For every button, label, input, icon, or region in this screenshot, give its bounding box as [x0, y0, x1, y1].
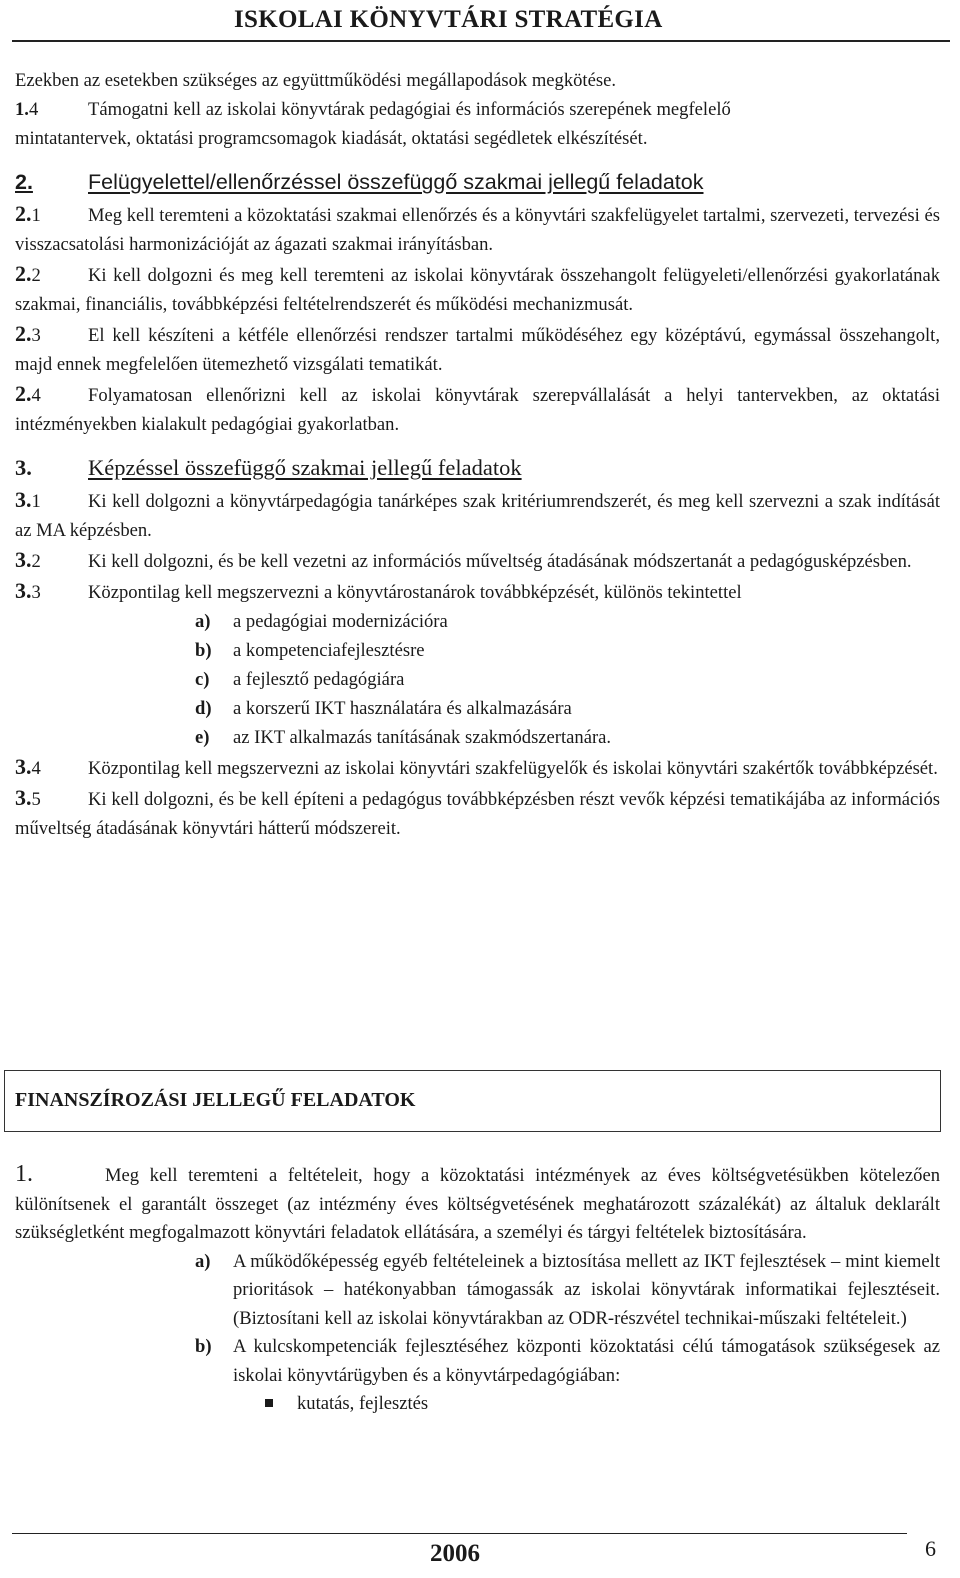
item-2-3: 2.3 El kell készíteni a kétféle ellenőrzési rendszer tartalmi működéséhez egy középtávú, egymással összehangolt, majd ennek megfelelően ütemezhető vizsgálati tematikát.	[15, 321, 940, 375]
list-item: b) a kompetenciafejlesztésre	[195, 640, 425, 661]
finance-section	[15, 1160, 940, 1419]
finance-heading-box	[4, 1070, 941, 1132]
page-header	[12, 0, 950, 42]
main-content	[15, 66, 940, 843]
item-text: Ki kell dolgozni, és be kell építeni a pedagógus továbbképzésben részt vevők képzési tematikájába az információs műveltség átadásának könyvtári hátterű módszereit.	[15, 789, 940, 839]
item-text: Támogatni kell az iskolai könyvtárak pedagógiai és információs szerepének megfelelő	[88, 99, 731, 120]
footer-divider	[12, 1533, 907, 1534]
item-3-1: 3.1 Ki kell dolgozni a könyvtárpedagógia tanárképes szak kritériumrendszerét, és meg kell szervezni a szak indítását az MA képzésben.	[15, 487, 940, 541]
item-3-4: 3.4 Központilag kell megszervezni az iskolai könyvtári szakfelügyelők és iskolai könyvtári szakértők továbbképzését.	[15, 754, 938, 779]
square-bullet-icon	[265, 1399, 273, 1407]
item-text: El kell készíteni a kétféle ellenőrzési rendszer tartalmi működéséhez egy középtávú, egymással összehangolt, majd ennek megfelelően ütemezhető vizsgálati tematikát.	[15, 325, 940, 375]
finance-heading: FINANSZÍROZÁSI JELLEGŰ FELADATOK	[15, 1089, 416, 1111]
finance-subitem-b: b) A kulcskompetenciák fejlesztéséhez központi közoktatási célú támogatások szükségesek az iskolai könyvtárügyben és a könyvtárpedagógiában:	[195, 1336, 940, 1386]
item-number: 1.	[15, 99, 29, 120]
section-number: 2.	[15, 170, 33, 194]
item-3-3: 3.3 Központilag kell megszervezni a könyvtárostanárok továbbképzését, különös tekintettel	[15, 578, 742, 603]
item-2-4: 2.4 Folyamatosan ellenőrizni kell az iskolai könyvtárak szerepvállalását a helyi tantervekben, az oktatási intézményekben kialakult pedagógiai gyakorlatban.	[15, 381, 940, 435]
item-1-4-continuation: mintatantervek, oktatási programcsomagok kiadását, oktatási segédletek elkészítését.	[15, 128, 648, 149]
section-number: 3.	[15, 455, 32, 480]
section-heading: Képzéssel összefüggő szakmai jellegű feladatok	[88, 455, 522, 480]
item-text: Ki kell dolgozni és meg kell teremteni az iskolai könyvtárak összehangolt felügyeleti/ellenőrzési gyakorlatának szakmai, financiális, továbbképzési feltételrendszerét és működési mechanizmusát.	[15, 265, 940, 315]
page-number: 6	[925, 1536, 936, 1561]
item-number: 1.	[15, 1161, 33, 1187]
item-3-5: 3.5 Ki kell dolgozni, és be kell építeni a pedagógus továbbképzésben részt vevők képzési tematikájába az információs műveltség átadásának könyvtári hátterű módszereit.	[15, 785, 940, 839]
footer-year: 2006	[430, 1540, 480, 1567]
item-subnumber: 4	[28, 99, 39, 120]
list-item: e) az IKT alkalmazás tanításának szakmódszertanára.	[195, 727, 612, 748]
sub-list	[195, 607, 940, 752]
finance-item-1	[15, 1160, 940, 1248]
item-text: Központilag kell megszervezni a könyvtárostanárok továbbképzését, különös tekintettel	[88, 582, 742, 603]
item-text: Meg kell teremteni a közoktatási szakmai ellenőrzés és a könyvtári szakfelügyelet tartalmi, szervezeti, tervezési és visszacsatolási harmonizációját az ágazati szakmai irányításban.	[15, 205, 940, 255]
item-text: Központilag kell megszervezni az iskolai könyvtári szakfelügyelők és iskolai könyvtári szakértők továbbképzését.	[88, 758, 938, 779]
section-2-title	[15, 165, 940, 199]
intro-paragraph: Ezekben az esetekben szükséges az együttműködési megállapodások megkötése.	[15, 70, 616, 91]
list-item: a) a pedagógiai modernizációra	[195, 611, 448, 632]
bullet-item: kutatás, fejlesztés	[265, 1390, 940, 1419]
section-heading: Felügyelettel/ellenőrzéssel összefüggő szakmai jellegű feladatok	[88, 170, 704, 194]
item-text: Ki kell dolgozni a könyvtárpedagógia tanárképes szak kritériumrendszerét, és meg kell szervezni a szak indítását az MA képzésben.	[15, 491, 940, 541]
list-item: c) a fejlesztő pedagógiára	[195, 669, 405, 690]
item-2-1: 2.1 Meg kell teremteni a közoktatási szakmai ellenőrzés és a könyvtári szakfelügyelet tartalmi, szervezeti, tervezési és visszacsatolási harmonizációját az ágazati szakmai irányításban.	[15, 201, 940, 255]
finance-subitem-a: a) A működőképesség egyéb feltételeinek a biztosítása mellett az IKT fejlesztések – mint kiemelt prioritások – hatékonyabban támogassák az iskolai könyvtárak informatikai fejlesztéseit. (Biztosítani kell az iskolai könyvtárakban az ODR-részvétel technikai-műszaki feltételeit.)	[195, 1250, 940, 1329]
list-item: d) a korszerű IKT használatára és alkalmazására	[195, 698, 572, 719]
item-3-2: 3.2 Ki kell dolgozni, és be kell vezetni az információs műveltség átadásának módszertanát a pedagógusképzésben.	[15, 547, 912, 572]
item-1-4	[15, 95, 940, 124]
item-text: Folyamatosan ellenőrizni kell az iskolai könyvtárak szerepvállalását a helyi tantervekben, az oktatási intézményekben kialakult pedagógiai gyakorlatban.	[15, 385, 940, 435]
item-2-2: 2.2 Ki kell dolgozni és meg kell teremteni az iskolai könyvtárak összehangolt felügyeleti/ellenőrzési gyakorlatának szakmai, financiális, továbbképzési feltételrendszerét és működési mechanizmusát.	[15, 261, 940, 315]
item-text: Meg kell teremteni a feltételeit, hogy a közoktatási intézmények az éves költségvetésükben kötelezően különítsenek el garantált összeget (az intézmény éves költségvetésének meghatározott százalékát) az általuk deklarált szükségletként megfogalmazott könyvtári feladatok ellátására, a személyi és tárgyi feltételek biztosítására.	[15, 1165, 940, 1243]
document-title: ISKOLAI KÖNYVTÁRI STRATÉGIA	[234, 6, 663, 33]
item-text: Ki kell dolgozni, és be kell vezetni az információs műveltség átadásának módszertanát a pedagógusképzésben.	[88, 551, 912, 572]
section-3-title	[15, 451, 940, 485]
